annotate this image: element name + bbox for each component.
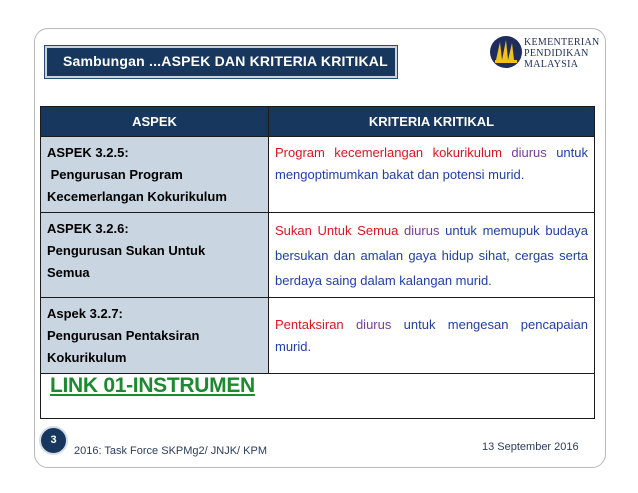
ministry-logo bbox=[488, 34, 600, 74]
table-row bbox=[41, 213, 595, 298]
aspek-cell bbox=[41, 298, 269, 374]
kriteria-cell bbox=[269, 213, 595, 298]
aspek-name-line: Pengurusan Sukan Untuk bbox=[47, 243, 206, 258]
aspek-code: Aspek 3.2.7: bbox=[47, 306, 123, 321]
aspek-code: ASPEK 3.2.5: bbox=[47, 145, 129, 160]
link-cell bbox=[41, 374, 595, 419]
criteria-table bbox=[40, 106, 595, 419]
footer-credit: 2016: Task Force SKPMg2/ JNJK/ KPM bbox=[74, 445, 267, 457]
kriteria-subject: Sukan Untuk Semua bbox=[275, 223, 399, 238]
table-row bbox=[41, 298, 595, 374]
kriteria-cell bbox=[269, 298, 595, 374]
footer-date: 13 September 2016 bbox=[482, 441, 579, 453]
kriteria-verb: diurus bbox=[501, 145, 557, 160]
link-row bbox=[41, 374, 595, 419]
header-aspek: ASPEK bbox=[41, 107, 269, 137]
kriteria-purpose: untuk memupuk budaya bersukan dan amalan gaya hidup sihat, cergas serta berdaya saing dalam kalangan murid. bbox=[275, 223, 588, 288]
kriteria-subject: Program kecemerlangan kokurikulum bbox=[275, 145, 502, 160]
page-number-badge: 3 bbox=[39, 426, 68, 455]
table-row bbox=[41, 137, 595, 213]
logo-line-3: MALAYSIA bbox=[524, 59, 579, 70]
kriteria-verb: diurus bbox=[343, 317, 404, 332]
logo-line-2: PENDIDIKAN bbox=[524, 48, 589, 59]
kriteria-cell bbox=[269, 137, 595, 213]
aspek-cell bbox=[41, 213, 269, 298]
instrument-link[interactable]: LINK 01-INSTRUMEN bbox=[50, 374, 255, 397]
ministry-name bbox=[524, 37, 600, 70]
aspek-name-line: Pengurusan Program bbox=[47, 167, 183, 182]
kriteria-purpose: untuk mengoptimumkan bakat dan potensi murid. bbox=[275, 145, 588, 182]
aspek-name-line: Semua bbox=[47, 265, 90, 280]
header-kriteria: KRITERIA KRITIKAL bbox=[269, 107, 595, 137]
table-header-row bbox=[41, 107, 595, 137]
aspek-name-line: Kecemerlangan Kokurikulum bbox=[47, 189, 227, 204]
kriteria-verb: diurus bbox=[398, 223, 446, 238]
kriteria-subject: Pentaksiran bbox=[275, 317, 344, 332]
ministry-emblem-icon bbox=[488, 34, 524, 70]
kriteria-purpose: untuk mengesan pencapaian murid. bbox=[275, 317, 588, 354]
slide-title-banner bbox=[45, 46, 397, 78]
aspek-cell bbox=[41, 137, 269, 213]
aspek-name-line: Pengurusan Pentaksiran bbox=[47, 328, 200, 343]
logo-line-1: KEMENTERIAN bbox=[524, 37, 600, 48]
aspek-name-line: Kokurikulum bbox=[47, 350, 127, 365]
aspek-code: ASPEK 3.2.6: bbox=[47, 221, 129, 236]
slide-title: Sambungan ...ASPEK DAN KRITERIA KRITIKAL bbox=[63, 53, 388, 69]
